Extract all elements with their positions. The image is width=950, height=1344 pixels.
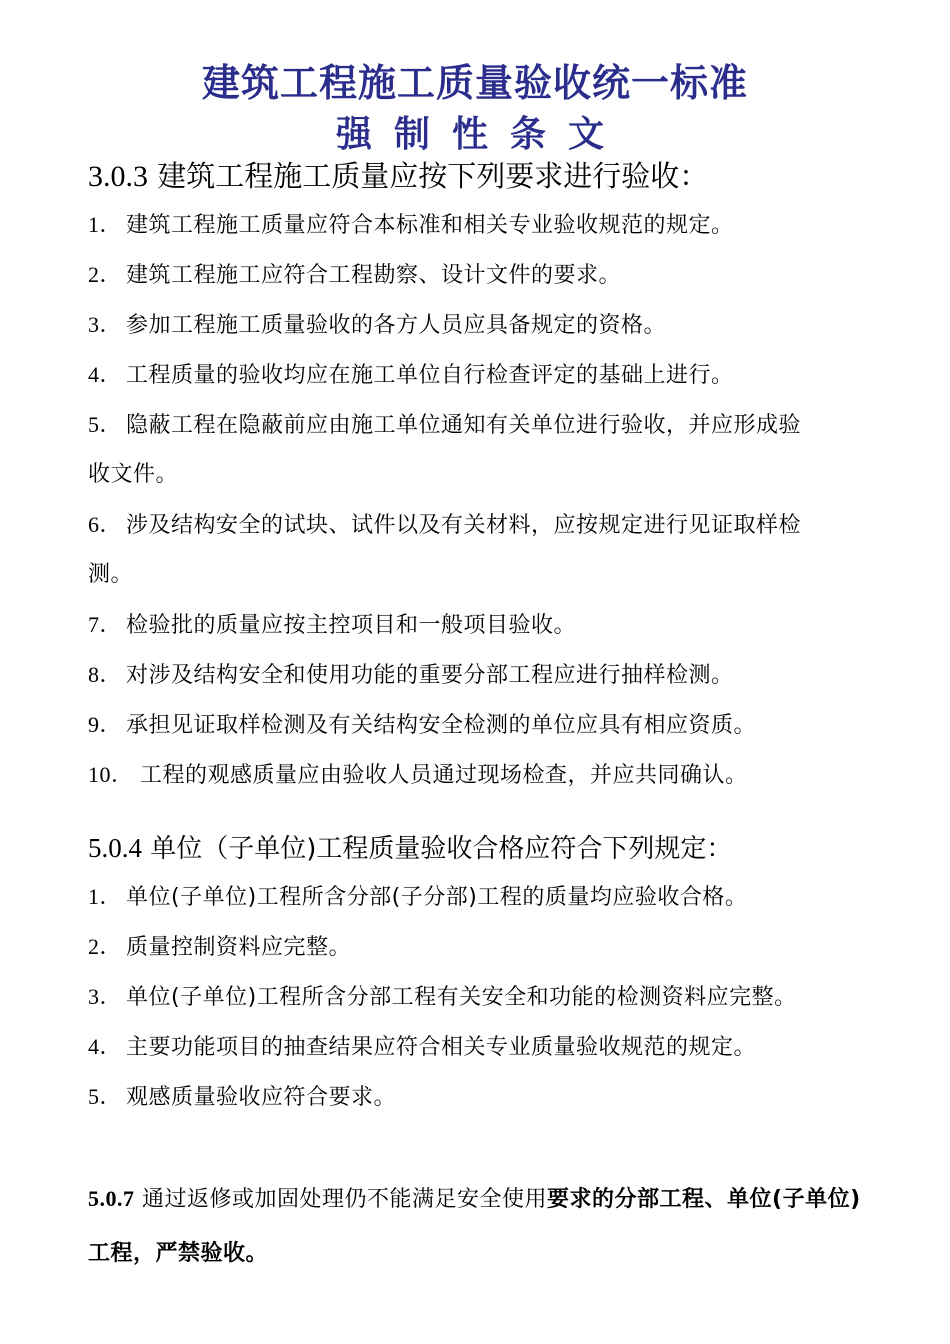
list-item [88, 922, 908, 973]
item-text: 隐蔽工程在隐蔽前应由施工单位通知有关单位进行验收，并应形成验 [126, 413, 802, 438]
item-number: 5． [88, 412, 123, 437]
item-text: 质量控制资料应完整。 [126, 935, 352, 960]
list-item [88, 300, 908, 351]
item-text: 观感质量验收应符合要求。 [126, 1085, 397, 1110]
item-text: 主要功能项目的抽查结果应符合相关专业质量验收规范的规定。 [126, 1035, 757, 1060]
clause-heading-text: 建筑工程施工质量应按下列要求进行验收： [157, 159, 709, 193]
item-number: 5． [88, 1084, 123, 1109]
list-item [88, 1022, 908, 1073]
item-text: 承担见证取样检测及有关结构安全检测的单位应具有相应资质。 [126, 713, 757, 738]
item-number: 4． [88, 1034, 123, 1059]
list-item [88, 200, 908, 251]
item-text-continued: 收文件。 [88, 462, 179, 487]
list-item [88, 600, 908, 651]
list-item [88, 750, 908, 801]
document-title: 建筑工程施工质量验收统一标准 [201, 61, 748, 105]
item-text-continued: 测。 [88, 562, 134, 587]
item-text: 对涉及结构安全和使用功能的重要分部工程应进行抽样检测。 [126, 663, 734, 688]
list-item [88, 350, 908, 401]
item-number: 1． [88, 884, 123, 909]
clause-text: 通过返修或加固处理仍不能满足安全使用 [142, 1187, 548, 1212]
item-number: 8． [88, 662, 123, 687]
list-item-continuation [88, 550, 908, 600]
item-number: 6． [88, 512, 123, 537]
list-item [88, 1072, 908, 1123]
item-number: 3． [88, 984, 123, 1009]
item-text: 建筑工程施工质量应符合本标准和相关专业验收规范的规定。 [126, 213, 734, 238]
item-number: 7． [88, 612, 123, 637]
item-text: 工程的观感质量应由验收人员通过现场检查，并应共同确认。 [140, 763, 748, 788]
item-text: 工程质量的验收均应在施工单位自行检查评定的基础上进行。 [126, 363, 734, 388]
clause-text-emphasis: 要求的分部工程、单位(子单位)工程，严禁验收。 [88, 1187, 861, 1266]
item-number: 9． [88, 712, 123, 737]
clause-number: 3.0.3 [88, 160, 148, 193]
item-number: 4． [88, 362, 123, 387]
section-heading-5-0-4 [88, 828, 732, 865]
item-number: 10． [88, 762, 134, 787]
list-item [88, 972, 908, 1023]
list-item [88, 650, 908, 701]
clause-number: 5.0.4 [88, 833, 142, 863]
document-subtitle: 强制性条文 [335, 114, 626, 155]
list-item [88, 500, 908, 551]
item-text: 单位(子单位)工程所含分部工程有关安全和功能的检测资料应完整。 [126, 985, 797, 1010]
clause-5-0-7 [88, 1172, 878, 1281]
item-text: 涉及结构安全的试块、试件以及有关材料，应按规定进行见证取样检 [126, 513, 802, 538]
list-item [88, 250, 908, 301]
list-item [88, 872, 908, 923]
item-number: 3． [88, 312, 123, 337]
item-number: 1． [88, 212, 123, 237]
list-item [88, 400, 908, 451]
item-text: 参加工程施工质量验收的各方人员应具备规定的资格。 [126, 313, 667, 338]
item-number: 2． [88, 262, 123, 287]
clause-number: 5.0.7 [88, 1186, 135, 1211]
item-number: 2． [88, 934, 123, 959]
item-text: 建筑工程施工应符合工程勘察、设计文件的要求。 [126, 263, 622, 288]
list-item [88, 700, 908, 751]
section-heading-3-0-3 [88, 154, 708, 195]
item-text: 单位(子单位)工程所含分部(子分部)工程的质量均应验收合格。 [126, 885, 748, 910]
list-item-continuation [88, 450, 908, 500]
clause-heading-text: 单位（子单位)工程质量验收合格应符合下列规定： [150, 834, 733, 864]
item-text: 检验批的质量应按主控项目和一般项目验收。 [126, 613, 577, 638]
